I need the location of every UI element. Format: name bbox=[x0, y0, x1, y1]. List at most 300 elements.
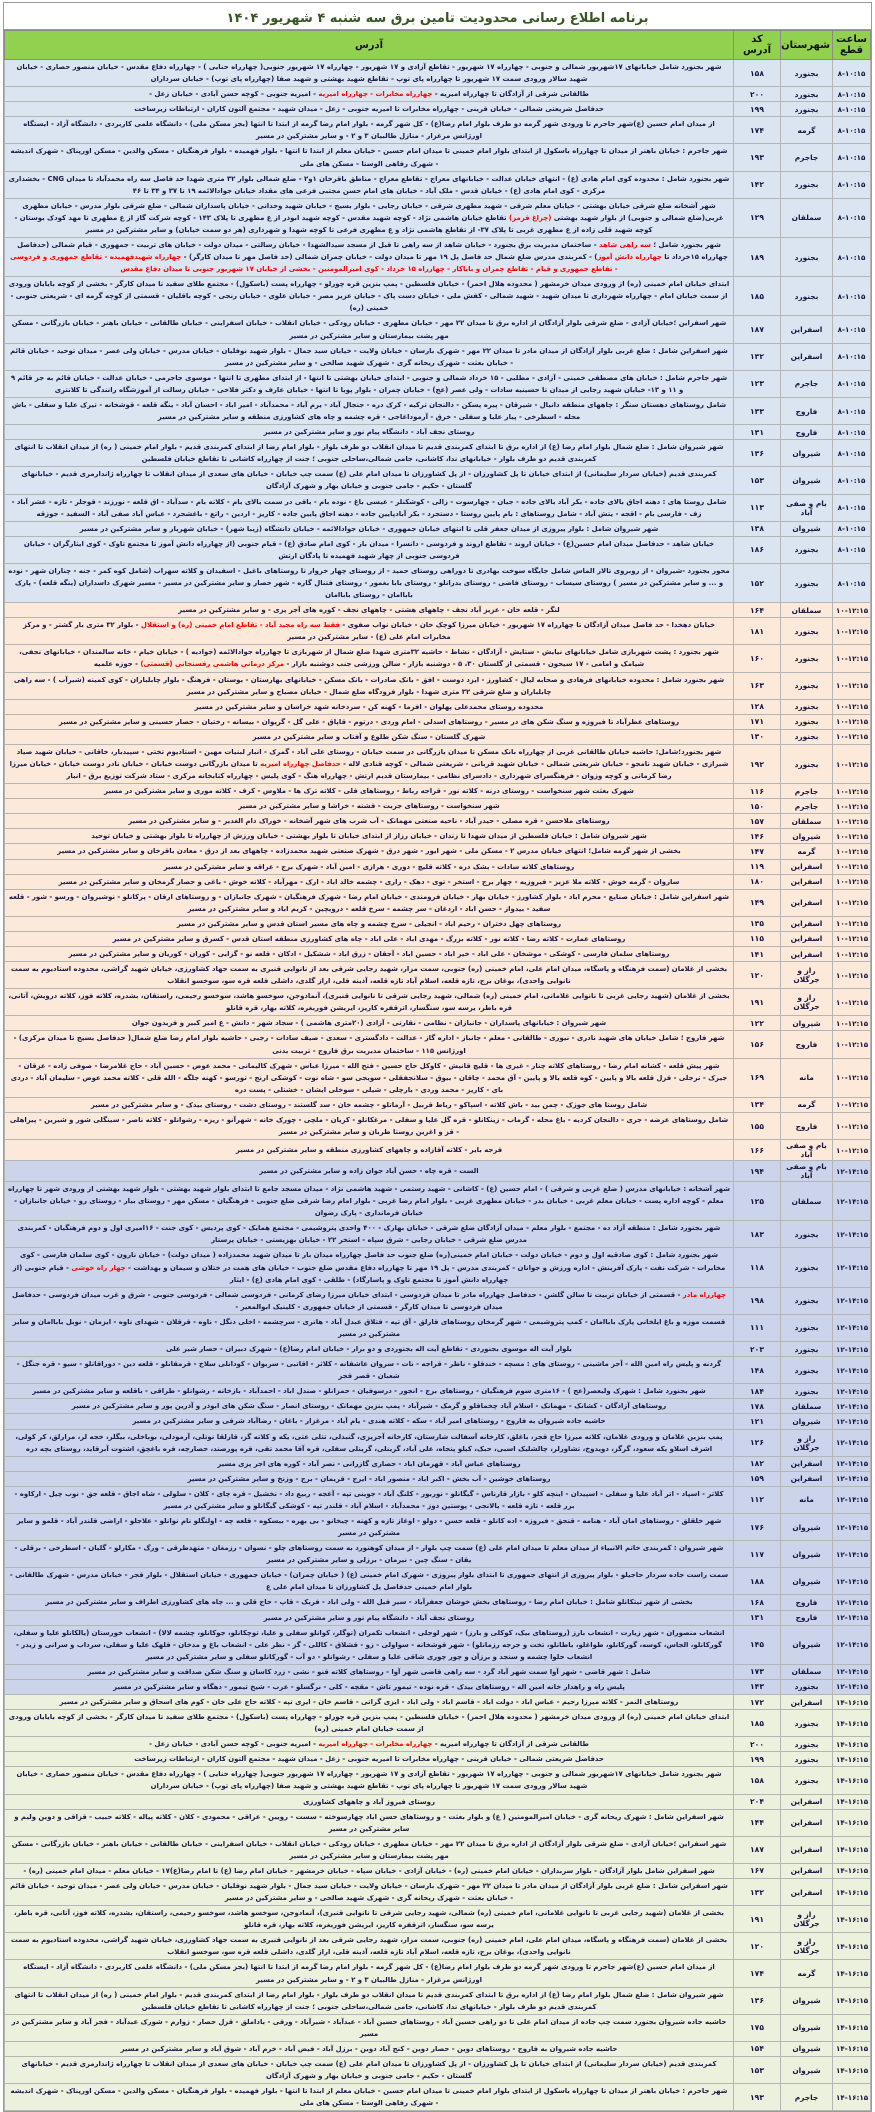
time-cell: ۱۴-۱۶:۱۵ bbox=[833, 1710, 871, 1737]
address-cell bbox=[5, 889, 734, 916]
address-text: شهر اسفراین شامل بلوار آزادگان - بلوار سربداران - خیابان امام خمینی (ره) - خیابان آزادی - خیابان سپاه - خیابان خرمشهر - خیابان امام رضا (ع) تا امام رضا(ع)۱۷ - خیابان معلم - میدان امام خمینی (ره) - bbox=[23, 1866, 715, 1875]
time-cell: ۱۰-۱۲:۱۵ bbox=[833, 672, 871, 699]
address-cell bbox=[5, 1541, 734, 1568]
time-cell: ۱۲-۱۴:۱۵ bbox=[833, 1610, 871, 1625]
address-text: شامل روستاهای عرضه - جری - دالنجان کردیه - باغ محله - گرماب - زینکانلو - قره گل علیا و سفلی - مرغکانلو - کریان - ملچی - چورک خانه - شهرآنو - ریزه - رشوانلو - کلاته ناصر - سینگلی شور و شیرین - پیراهلی - قز و اغرین روستا طربان و سایر مشترکین در مسیر bbox=[9, 1115, 729, 1137]
county-cell: شیروان bbox=[781, 2057, 833, 2084]
table-row bbox=[5, 699, 871, 714]
table-row bbox=[5, 2014, 871, 2041]
table-row bbox=[5, 947, 871, 962]
time-cell: ۱۰-۱۲:۱۵ bbox=[833, 962, 871, 989]
time-cell: ۱۲-۱۴:۱۵ bbox=[833, 1429, 871, 1456]
time-cell: ۸-۱۰:۱۵ bbox=[833, 397, 871, 424]
county-cell: بجنورد bbox=[781, 60, 833, 87]
county-cell: بام و صفی آباد bbox=[781, 1140, 833, 1161]
time-cell: ۱۴-۱۶:۱۵ bbox=[833, 1987, 871, 2014]
address-text: از میدان امام حسین (ع)شهر جاجرم تا ورودی شهر گرمه دو طرف بلوار امام رضا(ع) - کل شهر گرمه - بلوار امام رضا گرمه از ابتدا تا انتها (بجز مسکن ملی) - دانشگاه علمی کاربردی - دانشگاه آزاد - ایستگاه اورژانس مرغزار - منازل طالبیان ۳ و ۲ - و سایر مشترکین در مسیر bbox=[23, 1963, 715, 1984]
time-cell: ۱۲-۱۴:۱۵ bbox=[833, 1625, 871, 1664]
code-cell: ۱۸۱ bbox=[734, 618, 781, 645]
address-cell bbox=[5, 989, 734, 1016]
county-cell: فاروج bbox=[781, 1610, 833, 1625]
code-cell: ۱۱۳ bbox=[734, 494, 781, 521]
table-row bbox=[5, 117, 871, 144]
code-cell: ۱۴۲ bbox=[734, 171, 781, 198]
time-cell: ۱۰-۱۲:۱۵ bbox=[833, 889, 871, 916]
address-highlight-text: فقط سه راه مجید آباد - تقاطع امام خمینی (ره) و استقلال bbox=[140, 621, 340, 630]
code-cell: ۱۶۹ bbox=[734, 1058, 781, 1097]
col-header-code: کد آدرس bbox=[734, 31, 781, 60]
code-cell: ۱۵۹ bbox=[734, 1471, 781, 1486]
code-cell: ۱۸۷ bbox=[734, 316, 781, 343]
table-row bbox=[5, 1809, 871, 1836]
county-cell: بجنورد bbox=[781, 102, 833, 117]
address-cell bbox=[5, 1794, 734, 1809]
county-cell: گرمه bbox=[781, 844, 833, 859]
address-text: بخشی از شهر گرمه شامل؛ انتهای خیابان مدرس ۲ - مسکن ملی - شهر ایور - شهر درق - شهرک صنعتی شهید محمدزاده - چاههای بعد از درق - معادن باقرخان و سایر مشترکین در مسیر bbox=[57, 847, 681, 856]
address-highlight-text: حدفاصل چهارراه امیریه bbox=[260, 759, 341, 768]
address-cell bbox=[5, 1221, 734, 1248]
county-cell: بجنورد bbox=[781, 1679, 833, 1694]
county-cell: بجنورد bbox=[781, 238, 833, 277]
address-text: شهر بجنورد شامل خیابانهای ۱۷شهریور شمالی و جنوبی - چهارراه ۱۷ شهریور - تقاطع آزادی و ۱۷ شهریور - چهارراه ۱۷ شهریور جنوبی( چهارراه حنایی ) - چهارراه دفاع مقدس - خیابان منصور حصاری - خیابان شهید سالار ورودی سمت ۱۷ شهریور تا چهارراه پای توپ - تقاطع شهید بهشتی و شهید صفا (چهارراه پای توپ) - خیابان سرداران bbox=[16, 63, 722, 84]
address-cell bbox=[5, 563, 734, 602]
address-text: شهر شیروان : کمربندی خاتم الانبیاء از میدان معلم تا میدان امام علی (ع) سمت چپ بلوار - از میدان کوهنورد به سمت روستاهای چلو - نسوان - رزمغان - متهدطرقی - ورگ - مکارلو - گلیان - اسطرخی - بزقلی - یقان - سنگ چین - نیرمان - برزلی و سایر مشترکین در مسیر bbox=[14, 1544, 724, 1565]
address-cell bbox=[5, 277, 734, 316]
address-cell bbox=[5, 931, 734, 946]
address-cell bbox=[5, 1058, 734, 1097]
county-cell: راز و جرگلان bbox=[781, 1906, 833, 1933]
time-cell: ۱۴-۱۶:۱۵ bbox=[833, 1879, 871, 1906]
table-row bbox=[5, 1794, 871, 1809]
code-cell: ۱۶۴ bbox=[734, 603, 781, 618]
code-cell: ۱۸۷ bbox=[734, 1836, 781, 1863]
time-cell: ۱۰-۱۲:۱۵ bbox=[833, 989, 871, 1016]
table-row bbox=[5, 1933, 871, 1960]
code-cell: ۱۲۹ bbox=[734, 198, 781, 237]
county-cell: اسفراین bbox=[781, 1471, 833, 1486]
address-cell bbox=[5, 1752, 734, 1767]
table-row bbox=[5, 874, 871, 889]
address-cell bbox=[5, 672, 734, 699]
county-cell: گرمه bbox=[781, 117, 833, 144]
time-cell: ۱۰-۱۲:۱۵ bbox=[833, 784, 871, 799]
time-cell: ۱۰-۱۲:۱۵ bbox=[833, 1140, 871, 1161]
table-row bbox=[5, 343, 871, 370]
address-cell bbox=[5, 1182, 734, 1221]
address-cell bbox=[5, 102, 734, 117]
address-text: روستای فیروز آباد و چاههای کشاورزی bbox=[303, 1797, 435, 1806]
county-cell: بجنورد bbox=[781, 714, 833, 729]
address-cell bbox=[5, 117, 734, 144]
address-text: روستاهای خوشین - آب بخش - اکبر اباد - منصور اباد - ایرج - قریمان - برج - وزنخ و سایر مشترکین در مسیر bbox=[187, 1474, 551, 1483]
address-text: ابتدای خیابان امام خمینی (ره) از ورودی میدان خرمشهر ( محدوده هلال احمر) - خیابان فلسطین - پمپ بنزین قره چورلو - چهارراه پست (باسکول) - مجتمع طلای سفید تا میدان کارگر - بخشی از کوچه بایایان ورودی از سمت خیابان امام خمینی (ره) bbox=[8, 1713, 730, 1734]
county-cell: بجنورد bbox=[781, 1248, 833, 1287]
code-cell: ۱۶۳ bbox=[734, 672, 781, 699]
address-text: روستاهای ملاحسن - قره مصلی - حیدر آباد - ناحیه صنعتی مهمانک - آب شرب های شهر آشخانه - خوراک دام الغدیر - و سایر مشترکین در مسیر bbox=[128, 817, 610, 826]
code-cell: ۲۰۰ bbox=[734, 87, 781, 102]
code-cell: ۱۳۶ bbox=[734, 1987, 781, 2014]
code-cell: ۱۵۴ bbox=[734, 2041, 781, 2056]
address-text: شهر آشخانه ضلع شرقی خیابان بهشتی - خیابان معلم شرقی - شهید مطهری شرقی - خیابان رجایی - بلوار بسیج - خیابان شهید وحدانی - خیابان پاسداران شمالی - ضلع شرقی بلوار مدرس - خیابان مطهری غربی(ضلع شمالی و جنوبی) از بلوار شهید بهشتی bbox=[22, 201, 724, 222]
table-row bbox=[5, 277, 871, 316]
address-text: حدفاصل شریعتی شمالی - خیابان قرینی - چهارراه مخابرات تا امیریه جنوبی - زعل - میدان شهید - مجتمع آلتون کاران - ارتباطات زیرساخت bbox=[134, 1755, 604, 1764]
time-cell: ۱۰-۱۲:۱۵ bbox=[833, 603, 871, 618]
county-cell: بجنورد bbox=[781, 1710, 833, 1737]
county-cell: سملقان bbox=[781, 198, 833, 237]
time-cell: ۱۲-۱۴:۱۵ bbox=[833, 1414, 871, 1429]
time-cell: ۱۰-۱۲:۱۵ bbox=[833, 931, 871, 946]
address-text: - حوزه علمیه bbox=[93, 660, 141, 669]
code-cell: ۱۹۳ bbox=[734, 144, 781, 171]
address-cell bbox=[5, 1710, 734, 1737]
table-row bbox=[5, 536, 871, 563]
code-cell: ۱۴۹ bbox=[734, 889, 781, 916]
county-cell: بجنورد bbox=[781, 672, 833, 699]
table-row bbox=[5, 370, 871, 397]
code-cell: ۱۹۹ bbox=[734, 102, 781, 117]
county-cell: شیروان bbox=[781, 829, 833, 844]
address-cell bbox=[5, 1679, 734, 1694]
table-row bbox=[5, 931, 871, 946]
table-row bbox=[5, 1161, 871, 1182]
time-cell: ۱۰-۱۲:۱۵ bbox=[833, 1097, 871, 1112]
address-cell bbox=[5, 370, 734, 397]
code-cell: ۱۱۹ bbox=[734, 859, 781, 874]
address-cell bbox=[5, 171, 734, 198]
address-cell bbox=[5, 2014, 734, 2041]
time-cell: ۱۴-۱۶:۱۵ bbox=[833, 1809, 871, 1836]
address-text: شهرک بعثت شهر سنخواست - روستای درنه - کلاته نور - قراجه رباط - روستاهای قلی - کلاته ترک ها - ملاوس - کرف - کلاته موری و سایر مشترکین در مسیر bbox=[104, 787, 634, 796]
address-text: انشعاب منصوران - شهر زیارت - انشعاب بارز (روستاهای بیک، کوکلی و بارز) - شهر لوجلی - انشعاب تکمران (توگلر، کوانلو سفلی و علیا، توچکانلو، جوکانلو، چشمه لالا) - انشعاب خورستان (یالکانلو علیا و سفلی، گورکانلو، الجاس، کوسه، گورکانلو، طواغلو، باطانلو، تخت و جرجه رزمانلو) - شهر قوشخانه - سواولی - زو - قشلاق - کاللی - گز - نظر علی - انشعاب باغ و مدخان - قلهک علیا و سفلی، سرداب و سرانی و زیدر - انشعاب حلوا چشمه و سنجد و برزآن و چور چوری شاقی علیا و سفلی - رشوانلو - دو آب - گورکانلو سفلی و سایر مشترکین در مسیر bbox=[13, 1628, 725, 1661]
time-cell: ۱۴-۱۶:۱۵ bbox=[833, 2041, 871, 2056]
address-text: الست - قره چاه - حسن آباد جوان زاده و سایر مشترکین در مسیر bbox=[259, 1167, 479, 1176]
time-cell: ۸-۱۰:۱۵ bbox=[833, 440, 871, 467]
county-cell: جاجرم bbox=[781, 799, 833, 814]
table-row bbox=[5, 1182, 871, 1221]
address-text: شهر سنخواست - روستاهای جربت - قشته - خراشا و سایر مشترکین در مسیر bbox=[238, 802, 500, 811]
table-row bbox=[5, 2057, 871, 2084]
county-cell: گرمه bbox=[781, 1960, 833, 1987]
address-cell bbox=[5, 1625, 734, 1664]
address-text: ابتدای خیابان امام خمینی (ره) از ورودی میدان خرمشهر ( محدوده هلال احمر) - خیابان فلسطین - پمپ بنزین قره چورلو - چهارراه پست (باسکول) - مجتمع طلای سفید تا میدان کارگر - بخشی از کوچه بایایان ورودی از سمت خیابان امام - چهارراه شهرداری تا میدان شهید - شهید شمالی - کفش ملی - خیابان دست پاک - خیابان عزیز مصر - خیابان علوی - خیابان رنجی - کوچه باقلیان - قسمتی از کوچه گرمه ای - شریعتی جنوبی - خمینی (ره) bbox=[8, 280, 730, 313]
county-cell: بجنورد bbox=[781, 1357, 833, 1384]
address-cell bbox=[5, 859, 734, 874]
address-text: بخشی از غلامان (شهید رجایی غربی تا نانوایی غلامانی، امام خمینی (ره) شمالی، شهید رجایی شرقی تا نانوایی قنبری)، آنمادوجن، سوخسو هاشد، سوخسو رحیمی، راستقان، بشدره، کلاته فوز، کلاته درویش، آتانی، قره باطر، یرسه سو، سنگسار، اترقفره کاریز، ایریشن فوربغره، کلاته بهار، قره قانلو bbox=[8, 992, 730, 1013]
county-cell: شیروان bbox=[781, 467, 833, 494]
address-text: شهر شیروان شامل : ضلع شمال بلوار امام رضا (ع) از اداره برق تا ابتدای کمربندی قدیم تا میدان انقلاب دو طرف بلوار - بلوار امام رضا از ابتدای کمربندی قدیم - بلوار امام خمینی ( ره) از میدان انقلاب تا انتهای کمربندی قدیم دو طرف بلوار - خیابانهای ندا، کاشانی، جامی شمالی،ساحلی جنوبی ؛ جنت از چهارراه کاشانی تا تقاطع خیابان فلسطین bbox=[14, 443, 724, 464]
address-highlight-text: (چراغ قرمز) bbox=[509, 213, 552, 222]
address-text: طالقانی شرقی از آزادگان تا چهارراه امیریه - bbox=[432, 1740, 589, 1749]
county-cell: اسفراین bbox=[781, 947, 833, 962]
address-text: شهر اسفراین ؛خیابان آزادی - ضلع شرقی بلوار آزادگان از اداره برق تا میدان ۲۲ مهر - خیابان مطهری - خیابان رودکی - خیابان انقلاب - خیابان اسفراینی - خیابان طالقانی - خیابان باهنر - خیابان بازرگانی - مسکن مهر پشت بیمارستان و سایر مشترکین در مسیر bbox=[11, 1839, 727, 1860]
address-cell bbox=[5, 1863, 734, 1878]
table-row bbox=[5, 1767, 871, 1794]
table-row bbox=[5, 784, 871, 799]
address-text: شهر بجنورد : پشت شهربازی شامل خیابانهای نیایش - ستایش - آزادگان - نشاط - حاشیه ۳۲متری شهدا ضلع شمال از شهربازی تا چهارراه جوادالائمه (جوادیه ) - خیابان خیام - خانه سالمندان - خیابانهای نجفی، شیامک و امامی - ۱۷ سیحون - قسمتی از گلستان ۳۰، ۵ - دوشنبه بازار - سالن ورزشی جنب دوشنبه بازار - bbox=[19, 648, 719, 669]
county-cell: اسفراین bbox=[781, 1694, 833, 1709]
address-text: روستاهای النمز - کلاته میرزا رحیم - عباس اباد - دولت اباد - قاسم اباد - ولی اباد - ایزی گراتی - قاسم خان - ایری تپه - کلاته حاج علی خان - کوم های اسحاق و سایر مشترکین در مسیر bbox=[59, 1697, 679, 1706]
address-text: شهر بجنورد شامل خیابانهای ۱۷شهریور شمالی و جنوبی - چهارراه ۱۷ شهریور - تقاطع آزادی و ۱۷ شهریور - چهارراه ۱۷ شهریور جنوبی( چهارراه حنایی ) - چهارراه دفاع مقدس - خیابان منصور حصاری - خیابان شهید سالار ورودی سمت ۱۷ شهریور تا چهارراه پای توپ - تقاطع شهید بهشتی و شهید صفا (چهارراه پای توپ) - خیابان سرداران bbox=[16, 1770, 722, 1791]
county-cell: فاروج bbox=[781, 397, 833, 424]
time-cell: ۸-۱۰:۱۵ bbox=[833, 277, 871, 316]
address-cell bbox=[5, 1471, 734, 1486]
address-text: شهر اسفراین شامل : شهرک ریحانه گری - خیابان امیرالمومنین ( ع) و بلوار بعثت - و روستاهای حسن اباد چهارسوخته - سست - رویین - عراقی - محمودی - کلان - کلاته پیاله - کلاته حبیب - قزاقی و دوین ولیم و سایر مشترکین در مسیر bbox=[14, 1812, 724, 1833]
time-cell: ۸-۱۰:۱۵ bbox=[833, 60, 871, 87]
address-text: ) - کمربندی مدرس ضلع شمال حد فاصل پل ۱۹ مهر تا میدان دولت - خیابان چمران شمالی (حد فاصل مهر تا میدان کارگر) - bbox=[181, 253, 598, 262]
address-highlight-text: چهارراه مخابرات - چهارراه امیریه bbox=[318, 90, 433, 99]
address-cell bbox=[5, 1112, 734, 1139]
address-highlight-text: مرکز درمانی هاشمی رفسنجانی (قسمتی) bbox=[140, 660, 285, 669]
address-text: تا میدان بازرگانی دوست خیابان - خیابان نادر دوست خیابان - خیابان میرزا رضا کرمانی و کوچه وزوان - فرهنگسرای شهرداری - دادسرای نظامی - بیمارستان قدیم ارتش - چهارراه هنگ - کوی پلیس - چهارراه کتابخانه مرکزی - ستاد شرکت توزیع برق - انبار bbox=[9, 759, 672, 781]
table-row bbox=[5, 2041, 871, 2056]
table-row bbox=[5, 1679, 871, 1694]
county-cell: سملقان bbox=[781, 1664, 833, 1679]
outage-table bbox=[4, 30, 871, 2111]
county-cell: اسفراین bbox=[781, 1794, 833, 1809]
code-cell: ۱۷۴ bbox=[734, 117, 781, 144]
time-cell: ۱۲-۱۴:۱۵ bbox=[833, 1314, 871, 1341]
table-row bbox=[5, 1960, 871, 1987]
table-row bbox=[5, 102, 871, 117]
county-cell: شیروان bbox=[781, 1987, 833, 2014]
address-cell bbox=[5, 1664, 734, 1679]
county-cell: راز و جرگلان bbox=[781, 1429, 833, 1456]
table-row bbox=[5, 1906, 871, 1933]
address-cell bbox=[5, 1140, 734, 1161]
address-text: حاشیه جاده شیروان بجنورد سمت چپ جاده از میدان امام علی تا دو راهی حسین آباد - روستاهای حسین آباد - عبدآباد - شیرآباد - ورقی - باداملق - قزل حصار - زوارم - شورک عبدآباد - فجر آباد و سایر مشترکین در مسیر bbox=[11, 2017, 727, 2038]
address-cell bbox=[5, 962, 734, 989]
time-cell: ۱۴-۱۶:۱۵ bbox=[833, 1737, 871, 1752]
time-cell: ۱۲-۱۴:۱۵ bbox=[833, 1357, 871, 1384]
code-cell: ۱۳۵ bbox=[734, 916, 781, 931]
address-cell bbox=[5, 1248, 734, 1287]
address-text: شهر اسفراین شامل : ضلع غربی بلوار آزادگان از میدان مادر تا میدان ۲۲ مهر - شهرک بارسان - خیابان ولایت - خیابان سید جمال - بلوار شهید نوفلیان - خیابان مدرس - خیابان ولی عصر - میدان توحید - خیابان قائم - خیابان بعثت - شهرک ریحانه گری - شهرک شهید صالحی - و سایر مشترکین در مسیر bbox=[10, 346, 728, 367]
address-text: شهر بجنورد شامل : کوی صادقیه اول و دوم - خیابان دولت - خیابان امام خمینی(ره) ضلع جنوب حد فاصل چهارراه میدان بار تا میدان شهید محمدزاده ( میدان دولت) - خیابان نارون - کوی سلمان فارسی - کوی مخابرات - شرکت نفت - پارک آفرینش - اداره ورزش و جوانان - کمربندی مدرس - پل ۱۹ مهر تا چهارراه دفاع مقدس ضلع جنوب - خیابان های همت در ختلان و سیمان و بهداشت - bbox=[20, 1251, 726, 1272]
address-cell bbox=[5, 343, 734, 370]
time-cell: ۱۰-۱۲:۱۵ bbox=[833, 947, 871, 962]
address-text: تقاطع خیابان هاشمی نژاد - کوچه شهید مقدس - کوچه شهید ابوذر از ع مطهری تا پلاک ۱۴۳ - کوچه شرکت گاز از ع مطهری تا مهد کودک بوستان - کوچه شهید قلی زاده از ع مطهری غربی تا پلاک ۳۷- از تقاطع هاشمی نژاد و ع مطهری فرعی تا کوچه شهدا و شهرداری (هر دو سمت خیابان) و سایر مشترکین در مسیر bbox=[14, 213, 653, 234]
code-cell: ۱۴۱ bbox=[734, 947, 781, 962]
address-highlight-text: چهار راه خوشی bbox=[71, 1263, 126, 1272]
table-row bbox=[5, 1058, 871, 1097]
code-cell: ۱۳۶ bbox=[734, 440, 781, 467]
table-row bbox=[5, 799, 871, 814]
code-cell: ۱۳۸ bbox=[734, 521, 781, 536]
code-cell: ۱۸۳ bbox=[734, 1221, 781, 1248]
time-cell: ۸-۱۰:۱۵ bbox=[833, 343, 871, 370]
address-highlight-text: چهارراه مخابرات - چهارراه امیریه bbox=[318, 1740, 433, 1749]
code-cell: ۱۲۳ bbox=[734, 370, 781, 397]
address-cell bbox=[5, 198, 734, 237]
address-text: روستاهای کلاته سادات - بشک دره - کلاته قلیچ - دوری - هرازی - امین آباد - شهرک برج - عراقه و سایر مشترکین در مسیر bbox=[163, 862, 575, 871]
county-cell: اسفراین bbox=[781, 889, 833, 916]
address-text: شهر بجنورد؛شامل: حاشیه خیابان طالقانی غربی از چهارراه بانک مسکن تا میدان بازرگانی در سمت خیابان - روستای علی آباد - گمرک - انبار لبنیات مهین - استادیوم تختی - سپیدبار، خاقانی - خیابان شهید صیاد شیرازی - خیابان شهید نامجو - خیابان شریعتی شمالی - خیابان شهید قربانی - شریعتی شمالی - کوچه قنادی لاله - bbox=[16, 747, 729, 768]
address-text: شهر اسفراین شامل : خیابان صنایع - محرم اباد - بلوار کشاورز - خیابان بهار - خیابان فرومندی - خیابان امام رضا - شهرک فرهنگیان - شهرک جانبازان - و روستاهای ارقان - پرکانلو - نوشیروان - ورسو - شور - قلعه سفید - بیدواز - حسن اباد - اردغان - سر چشمه - سرخ قلعه - درویچین - کریم اباد و سایر مشترکین در مسیر bbox=[8, 892, 730, 913]
address-text: شهر بجنورد شامل : محدوده خیابانهای فرهادی و صحابه لیال - کشاورز - ایزد دوست - افق - بانک صادرات - بانک مسکن - خیابانهای بهارستان - بوستان - فرهنگ - بلوار چابلباران - کوی کمینه (شیرآب ) - سه راهی چابلباران و ضلع شرقی ۳۲ متری شهدا - بلوار فرودگاه ضلع شمال - خیابان مصباح و سایر مشترکین در مسیر bbox=[13, 675, 725, 696]
code-cell: ۱۱۱ bbox=[734, 1314, 781, 1341]
time-cell: ۱۲-۱۴:۱۵ bbox=[833, 1664, 871, 1679]
address-text: ساروان - گرمه خوش - کلاته ملا عزیز - فیروزیه - چهار برج - استخر - توی - دهک - راری - چشمه خالد اباد - ارک - مهرآباد - کلاته خوش - باغی و حصار گرمخان و سایر مشترکین در مسیر bbox=[58, 877, 680, 886]
table-row bbox=[5, 1248, 871, 1287]
time-cell: ۱۲-۱۴:۱۵ bbox=[833, 1679, 871, 1694]
address-text: کلاتر - اسپاد - اتر آباد علیا و سفلی - اسپیدان - اینچه کلو - بازار قارناس - گیگانلو - نوربور - کلنگ آباد - جوینی تپه - آغجه - ربیع داد - نخشیل - قره چای - کلان - سلولی - شاه اجاق - قلعه جق - نوب چیل - ارکاوه - برر قلعه - تازه قلعه - بالانجی - پوستین دوز - محمدآباد - اسلام آباد - قلندر تپه - کوشکی گیگانلو و سایر مشترکین در مسیر bbox=[14, 1489, 724, 1510]
code-cell: ۱۷۵ bbox=[734, 2014, 781, 2041]
time-cell: ۱۰-۱۲:۱۵ bbox=[833, 1112, 871, 1139]
code-cell: ۱۱۷ bbox=[734, 1541, 781, 1568]
col-header-time: ساعت قطع bbox=[833, 31, 871, 60]
address-text: گردنه و پلیس راه امین الله - آجر ماشینی - روستای های : مسچه - خندقلو - ناظر - قراجه - نات - سروان عاشقانه - کلاثر - اقاتبی - سربوان - کودانلی سلاخ - قرمقانلو - قلعه دین - دوراقانلو - سیو - قره جنگل - شعبان - قصر قجر bbox=[16, 1360, 722, 1381]
county-cell: بجنورد bbox=[781, 699, 833, 714]
table-row bbox=[5, 844, 871, 859]
address-cell bbox=[5, 729, 734, 744]
address-text: محدوده روستای محمدعلی پهلوان - افرما - کهنه کن - سردخانه شهد خراسان و سایر مشترکین در مسیر bbox=[194, 702, 544, 711]
code-cell: ۱۷۸ bbox=[734, 1399, 781, 1414]
code-cell: ۱۸۴ bbox=[734, 1384, 781, 1399]
code-cell: ۱۵۸ bbox=[734, 60, 781, 87]
table-row bbox=[5, 1568, 871, 1595]
county-cell: فاروج bbox=[781, 1595, 833, 1610]
address-cell bbox=[5, 1314, 734, 1341]
county-cell: اسفراین bbox=[781, 1456, 833, 1471]
county-cell: سملقان bbox=[781, 1399, 833, 1414]
address-cell bbox=[5, 440, 734, 467]
address-cell bbox=[5, 2041, 734, 2056]
address-text: شهر بجنورد شامل : شهرک ولیعصر(عج ) - ۱۶متری سوم فرهنگیان - روستاهای برج - انجور - درسوفیان - حمزانلو - صندل اباد - احمدآباد - بازخانه - رشوانلو - طراقی - باقلعه و سایر مشترکین در مسیر bbox=[32, 1387, 706, 1396]
address-cell bbox=[5, 1513, 734, 1540]
time-cell: ۱۴-۱۶:۱۵ bbox=[833, 2014, 871, 2041]
address-text: محور بجنورد -شیروان - از روبروی تالار الماس شامل جایگاه سوخت بهادری تا دوراهی روستای حمید - از روستای چهار خروار تا روستاهای باغیل - اسفیدان و کلاته سهراب (شامل کوه کمر - جنه - چناران شهر - نوده و ... و سایر مشترکین در مسیر ) روستای سیساب - روستای فاضی - روستای بدرانلو - روستای بابا بغمور - روستای فتنال گاره - شهر حصار و سایر مشترکین در مسیر - مسیر شهرک داسداران (ینگه قلعه) - پارک باباامان - روستای باباامان bbox=[8, 566, 730, 600]
county-cell: فاروج bbox=[781, 1112, 833, 1139]
code-cell: ۱۲۶ bbox=[734, 1429, 781, 1456]
address-cell bbox=[5, 744, 734, 783]
county-cell: اسفراین bbox=[781, 931, 833, 946]
address-text: شامل روستا های جوزک - چمن بید - باش کلاته - اسپاکو - رباط قربیل - آرماتلو - چشمه خان - سد گلستند - روستای دشت - روستای بیدک - و سایر مشترکین در مسیر bbox=[90, 1100, 648, 1109]
address-cell bbox=[5, 1287, 734, 1314]
address-cell bbox=[5, 1879, 734, 1906]
table-row bbox=[5, 1513, 871, 1540]
table-row bbox=[5, 425, 871, 440]
address-cell bbox=[5, 1016, 734, 1031]
table-row bbox=[5, 1625, 871, 1664]
time-cell: ۱۰-۱۲:۱۵ bbox=[833, 645, 871, 672]
address-text: شهر اسفراین ؛خیابان آزادی - ضلع شرقی بلوار آزادگان از اداره برق تا میدان ۲۲ مهر - خیابان مطهری - خیابان رودکی - خیابان انقلاب - خیابان اسفراینی - خیابان طالقانی - خیابان باهنر - خیابان بازرگانی - مسکن مهر پشت بیمارستان و سایر مشترکین در مسیر bbox=[11, 319, 727, 340]
code-cell: ۱۲۸ bbox=[734, 699, 781, 714]
address-cell bbox=[5, 536, 734, 563]
address-text: پلیس راه و راهدار خانه امین اله - روستاهای بیدک - قره نوده - تیمور تاش - مقچه - کلی - نرگسلو - عرب - شیخ تیمور - دهگاه و سایر مشترکین در مسیر bbox=[113, 1682, 625, 1691]
table-row bbox=[5, 1595, 871, 1610]
county-cell: جاجرم bbox=[781, 144, 833, 171]
time-cell: ۸-۱۰:۱۵ bbox=[833, 494, 871, 521]
address-cell bbox=[5, 1486, 734, 1513]
table-row bbox=[5, 1357, 871, 1384]
address-text: بخشی از غلامان (سمت فرهنگاه و پاسگاه، میدان امام علی، امام خمینی (ره) جنوبی، سمت مزار، شهید رجایی شرقی بعد از نانوایی قنبری به سمت جهاد کشاورزی، خیابان شهید گراشی، محدوده استادیوم به سمت نانوایی واحدی)، بوغان برج، تازه قلعه، اسلام آباد تازه قلعه، آذینه قلی، اراز گلدی، داشلی قلعه قره سو، سوخسو انقلاب bbox=[10, 1936, 728, 1957]
time-cell: ۱۰-۱۲:۱۵ bbox=[833, 699, 871, 714]
table-row bbox=[5, 494, 871, 521]
table-row bbox=[5, 744, 871, 783]
county-cell: بجنورد bbox=[781, 1287, 833, 1314]
address-cell bbox=[5, 60, 734, 87]
table-row bbox=[5, 238, 871, 277]
time-cell: ۸-۱۰:۱۵ bbox=[833, 563, 871, 602]
time-cell: ۱۰-۱۲:۱۵ bbox=[833, 859, 871, 874]
time-cell: ۱۰-۱۲:۱۵ bbox=[833, 1058, 871, 1097]
time-cell: ۱۴-۱۶:۱۵ bbox=[833, 1960, 871, 1987]
code-cell: ۱۱۶ bbox=[734, 784, 781, 799]
address-cell bbox=[5, 844, 734, 859]
time-cell: ۸-۱۰:۱۵ bbox=[833, 370, 871, 397]
code-cell: ۱۹۱ bbox=[734, 989, 781, 1016]
county-cell: بجنورد bbox=[781, 1342, 833, 1357]
address-text: شهر شیروان شامل : بلوار پیروزی از میدان جعفر قلی تا انتهای خیابان جمهوری - خیابان جوادالائمه - خیابان دانشگاه (زیبا شهر) - خیابان شهریار و سایر مشترکین در مسیر bbox=[79, 524, 659, 533]
county-cell: بجنورد bbox=[781, 1752, 833, 1767]
code-cell: ۱۷۱ bbox=[734, 714, 781, 729]
address-highlight-text: چهارراه شهیدفهمیده - تقاطع جمهوری و فردوسی - تقاطع جمهوری و قیام - تقاطع چمران و باباکار - چهارراه ۱۵ خرداد - کوی امیرالمومنین - بخشی از خیابان ۱۷ شهریور جنوبی تا میدان دفاع مقدس bbox=[10, 253, 618, 274]
time-cell: ۱۴-۱۶:۱۵ bbox=[833, 1694, 871, 1709]
address-text: بخشی از غلامان (سمت فرهنگاه و پاسگاه، میدان امام علی، امام خمینی (ره) جنوبی، سمت مزار، شهید رجایی شرقی بعد از نانوایی قنبری به سمت جهاد کشاورزی، خیابان شهید گراشی، محدوده استادیوم به سمت نانوایی واحدی)، بوغان برج، تازه قلعه، اسلام آباد تازه قلعه، آذینه قلی، اراز گلدی، داشلی قلعه قره سو، سوخسو انقلاب bbox=[10, 965, 728, 986]
address-cell bbox=[5, 1031, 734, 1058]
code-cell: ۱۶۷ bbox=[734, 1863, 781, 1878]
county-cell: بجنورد bbox=[781, 645, 833, 672]
address-text: - قیام جنوبی (از چهارراه دانش آموز تا مجتمع تاوک و پاسارگاد) - طلقی - کوی امام هادی (ع) - ایثار bbox=[12, 1263, 509, 1284]
code-cell: ۱۲۰ bbox=[734, 962, 781, 989]
address-text: شهر بجنورد شامل : منطقه آزاد ده - مجتمع - بلوار معلم - میدان آزادگان ضلع شرقی - خیابان بهارک - ۴۰۰ واحدی پتروشیمی - مجتمع همایک - کوی پردیس - کوی جنت - ۱۶امیری اول و دوم فرهنگیان - کمربندی مدرس ضلع شرقی - خیابان رجایی - شرق سپاه - استخر ۲۲ - خیابان بهزیستی - خیابان پرستار bbox=[17, 1224, 721, 1245]
address-cell bbox=[5, 1384, 734, 1399]
address-text: روستاهای چهل دختران - رحیم اباد - انجیلی - سرخ چشمه و چاه های مسیر استان قدس و سایر مشترکین در مسیر bbox=[176, 919, 562, 928]
address-text: شهر پیش قلعه - کشانه امام رضا - روستاهای کلاته چنار - غیری ها - قلیچ قانیش - کاوکل حاج حسین - فتح الله - میرزا عباس - شهرک کالیمانی - محمد عوض - حسین آباد - حاج غلامرضا - صوفی زاده - عزقان - جیرک - نرجلی - قزل قلعه بالا و پایین - کوه قلعه بالا و پایین - آق محمد - چاقان - بیوق - سلانجفقلی - سویجی سو - شاه نوت - کوشکی ارنج - تورسو - کهنه جلگه - الله قلی - کلاته محمد عوض - سلیمان آباد - دردی بای - کاریز - محمد وردی - بارچلی - شیلی - سوخلی ایشان - خشتلی - پست دره bbox=[10, 1061, 728, 1094]
code-cell: ۱۶۰ bbox=[734, 645, 781, 672]
page-title-bar bbox=[4, 3, 871, 30]
address-text: طالقانی شرقی از آزادگان تا چهارراه امیریه - bbox=[432, 90, 589, 99]
time-cell: ۱۰-۱۲:۱۵ bbox=[833, 814, 871, 829]
address-text: شهر جاجرم شامل : خیابان های مصطفی خمینی - آزادی - مطلبی - ۱۵ خرداد شمالی و جنوبی - ابتدای خیابان بهشتی تا انتها - از ابتدای مطهری تا انتها - موسوی جاجرمی - خیابان عدالت - خیابان قائم به جز قائم ۹ و ۱۱ و ۱۳- خیابان شهید رجایی از میدان تا حسینیه سادات - ولی عصر (عج) - خیابان چمران - بلوار پویا تا انتها - خیابان عارف و دکتر فلاحی - خیابان رسالت از آموزشگاه رانندگی تا کلانتری bbox=[10, 373, 728, 394]
table-row bbox=[5, 645, 871, 672]
table-row bbox=[5, 859, 871, 874]
code-cell: ۱۵۷ bbox=[734, 814, 781, 829]
address-text: شهرک گلستان - سنگ شکن طلوع و آفتاب و سایر مشترکین در مسیر bbox=[252, 732, 486, 741]
address-cell bbox=[5, 144, 734, 171]
time-cell: ۱۴-۱۶:۱۵ bbox=[833, 1933, 871, 1960]
time-cell: ۸-۱۰:۱۵ bbox=[833, 238, 871, 277]
county-cell: بجنورد bbox=[781, 1221, 833, 1248]
table-row bbox=[5, 916, 871, 931]
address-cell bbox=[5, 1809, 734, 1836]
county-cell: اسفراین bbox=[781, 343, 833, 370]
code-cell: ۱۶۸ bbox=[734, 1595, 781, 1610]
address-text: شهر فاروج ؛ شامل خیابان های شهید نادری - نیوری - طالقانی - معلم - جانباز - اداره گاز - عدالت - دادگستری - سعدی - صیف سادات - رجبی - حاشیه بلوار امام رضا ضلع شمال( حدفاصل بسیج تا میدان مرکزی) - اورژانس ۱۱۵ - ساختمان مدیریت برق فاروج - تربیت بدنی bbox=[13, 1034, 725, 1055]
time-cell: ۱۲-۱۴:۱۵ bbox=[833, 1287, 871, 1314]
time-cell: ۸-۱۰:۱۵ bbox=[833, 521, 871, 536]
table-row bbox=[5, 60, 871, 87]
code-cell: ۱۳۳ bbox=[734, 397, 781, 424]
time-cell: ۱۰-۱۲:۱۵ bbox=[833, 1016, 871, 1031]
address-text: شهر شیروان شامل : خیابان فلسطین از میدان شهدا تا زندان - خیابان رزاز از ابتدای خیابان تا بلوار بهشتی - خیابان ورزش از چهارراه تا بلوار بهشتی و خیابان توحید bbox=[91, 832, 647, 841]
code-cell: ۱۷۲ bbox=[734, 1694, 781, 1709]
address-text: سمت راست جاده سردار حاجیلو - بلوار پیروزی از انتهای جمهوری تا ابتدای بلوار پیروزی - شهرک امام خمینی (ع) ( خیابان چمران) - خیابان جمهوری - خیابان استقلال - بلوار قجر - خیابان مدرس - شهرک طالقانی - بلوار امام خمینی حدفاصل پل کشاورزان تا میدان امام علی ع bbox=[9, 1571, 729, 1592]
table-row bbox=[5, 1414, 871, 1429]
address-cell bbox=[5, 1960, 734, 1987]
address-cell bbox=[5, 814, 734, 829]
address-cell bbox=[5, 1694, 734, 1709]
address-cell bbox=[5, 1610, 734, 1625]
code-cell: ۱۴۴ bbox=[734, 1809, 781, 1836]
address-text: حاشیه جاده شیروان به فاروج - روستاهای دوین - حصار دوین - کنج آباد دوین - برزل آباد - فیض آباد - خرم آباد - شوق آباد و سایر مشترکین در مسیر bbox=[120, 2044, 618, 2053]
code-cell: ۱۳۲ bbox=[734, 1879, 781, 1906]
county-cell: جاجرم bbox=[781, 2084, 833, 2111]
table-row bbox=[5, 87, 871, 102]
code-cell: ۱۹۸ bbox=[734, 1287, 781, 1314]
address-text: - ساختمان مدیریت برق بجنورد - خیابان شاهد از سه راهی تا قبل از مسجد سیدالشهدا - خیابان رسالتی - میدان دولت - خیابان های تربیت - جمهوری - قیام شمالی (حدفاصل چهارراه ۱۵خرداد تا bbox=[17, 241, 728, 262]
table-row bbox=[5, 1456, 871, 1471]
